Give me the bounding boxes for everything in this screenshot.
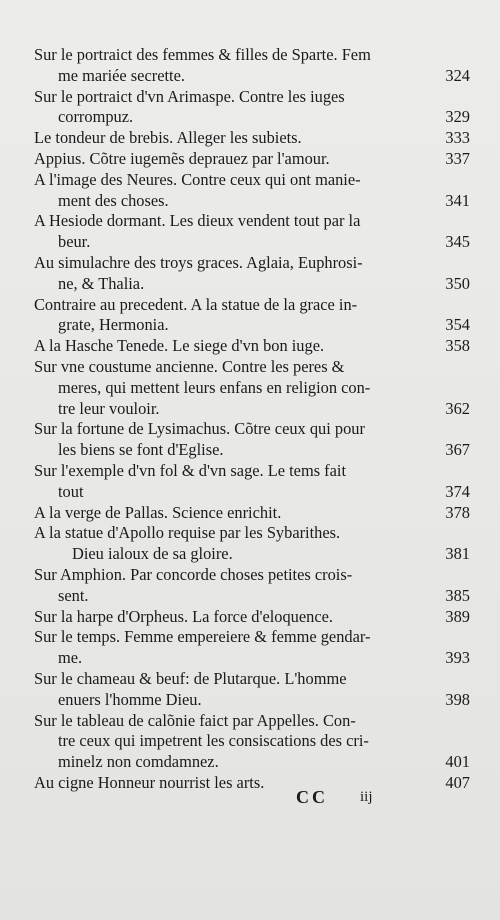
toc-line — [34, 65, 470, 87]
toc-page-number: 337 — [445, 149, 470, 168]
page-footer — [0, 784, 500, 810]
toc-entry-text: tre ceux qui impetrent les consiscations des cri- — [58, 731, 369, 751]
toc-entry-text: Dieu ialoux de sa gloire. — [72, 544, 233, 564]
toc-page-number: 358 — [445, 336, 470, 356]
toc-entry-text: Sur le tableau de calõnie faict par Appelles. Con- — [34, 710, 356, 730]
toc-entry-text: tout — [58, 481, 84, 501]
toc-entry-text: Le tondeur de brebis. Alleger les subiets. — [34, 128, 302, 148]
toc-entry-text: grate, Hermonia. — [58, 315, 169, 335]
toc-page-number: 381 — [445, 544, 470, 564]
toc-entry-text: Sur le temps. Femme empereiere & femme gendar- — [34, 627, 371, 647]
toc-entry-text: ne, & Thalia. — [58, 273, 145, 293]
gathering-mark: iij — [360, 789, 373, 805]
toc-line — [34, 668, 470, 690]
toc-entry-text: enuers l'homme Dieu. — [58, 689, 202, 709]
toc-line — [34, 418, 470, 440]
toc-entry-text: Sur le portraict d'vn Arimaspe. Contre les iuges — [34, 86, 345, 106]
toc-page-number: 345 — [445, 232, 470, 252]
toc-line — [34, 585, 470, 607]
toc-line — [34, 231, 470, 253]
toc-page-number: 398 — [445, 689, 470, 709]
toc-entry-text: A Hesiode dormant. Les dieux vendent tout par la — [34, 211, 361, 231]
toc-line — [34, 44, 470, 66]
toc-page-number: 407 — [445, 773, 470, 792]
toc-line — [34, 190, 470, 212]
toc-entry-text: Sur le portraict des femmes & filles de Sparte. Fem — [34, 45, 371, 64]
toc-entry-text: minelz non comdamnez. — [58, 752, 219, 772]
toc-entry-text: me. — [58, 648, 83, 668]
toc-line — [34, 335, 470, 357]
toc-line — [34, 439, 470, 461]
toc-entry-text: beur. — [58, 232, 91, 252]
toc-entry-text: A l'image des Neures. Contre ceux qui ont manie- — [34, 169, 361, 189]
toc-line — [34, 273, 470, 295]
toc-entry-text: Sur la harpe d'Orpheus. La force d'eloquence. — [34, 606, 333, 626]
toc-line — [34, 377, 470, 399]
toc-page-number: 374 — [445, 481, 470, 501]
toc-entry-text: ment des choses. — [58, 190, 169, 210]
toc-entry-text: Sur l'exemple d'vn fol & d'vn sage. Le tems fait — [34, 461, 347, 480]
toc-line — [34, 294, 470, 316]
toc-page-number: 401 — [445, 752, 470, 772]
toc-page-number: 385 — [445, 585, 470, 605]
toc-entry-text: Au cigne Honneur nourrist les arts. — [34, 773, 265, 792]
toc-entry-text: Sur le chameau & beuf: de Plutarque. L'homme — [34, 669, 347, 688]
toc-line — [34, 127, 470, 149]
toc-line — [34, 710, 470, 732]
toc-line — [34, 252, 470, 274]
toc-entry-text: Appius. Cõtre iugemẽs deprauez par l'amour. — [34, 149, 330, 168]
toc-page-number: 333 — [445, 128, 470, 148]
toc-page-number: 350 — [445, 273, 470, 293]
toc-line — [34, 689, 470, 711]
toc-line — [34, 564, 470, 586]
toc-line — [34, 169, 470, 191]
toc-page-number: 341 — [445, 190, 470, 210]
toc-page-number: 354 — [445, 315, 470, 335]
toc-entry-text: sent. — [58, 585, 89, 605]
toc-line — [34, 460, 470, 482]
toc-line — [34, 647, 470, 669]
toc-entry-text: Sur Amphion. Par concorde choses petites crois- — [34, 565, 353, 584]
toc-entry-text: A la statue d'Apollo requise par les Sybarithes. — [34, 523, 341, 543]
toc-entry-text: tre leur vouloir. — [58, 398, 160, 418]
toc-entry-text: meres, qui mettent leurs enfans en religion con- — [58, 377, 371, 397]
toc-page-number: 367 — [445, 440, 470, 460]
toc-line — [34, 398, 470, 420]
toc-line — [34, 481, 470, 503]
toc-line — [34, 148, 470, 170]
toc-entry-text: corrompuz. — [58, 107, 134, 127]
toc-line — [34, 106, 470, 128]
toc-page-number: 378 — [445, 502, 470, 522]
toc-line — [34, 606, 470, 628]
toc-line — [34, 210, 470, 232]
toc-page-number: 393 — [445, 648, 470, 668]
toc-entry-text: Sur la fortune de Lysimachus. Cõtre ceux qui pour — [34, 419, 365, 439]
toc-line — [34, 751, 470, 773]
toc-entry-text: Au simulachre des troys graces. Aglaia, Euphrosi- — [34, 253, 363, 272]
toc-line — [34, 543, 470, 565]
toc-entry-text: Sur vne coustume ancienne. Contre les peres & — [34, 357, 345, 376]
toc-line — [34, 314, 470, 336]
toc-line — [34, 86, 470, 108]
toc-line — [34, 356, 470, 378]
toc-line — [34, 522, 470, 544]
toc-line — [34, 626, 470, 648]
toc-page-number: 329 — [445, 107, 470, 127]
toc-entry-text: me mariée secrette. — [58, 65, 185, 85]
toc-line — [34, 502, 470, 524]
toc-page-number: 389 — [445, 606, 470, 626]
toc-entry-text: A la verge de Pallas. Science enrichit. — [34, 502, 282, 522]
toc-line — [34, 730, 470, 752]
toc-entry-text: A la Hasche Tenede. Le siege d'vn bon iuge. — [34, 336, 325, 356]
toc-page-number: 324 — [445, 65, 470, 85]
signature-mark: CC — [296, 787, 328, 807]
toc-page-number: 362 — [445, 398, 470, 418]
toc-entry-text: les biens se font d'Eglise. — [58, 440, 224, 460]
toc-entry-text: Contraire au precedent. A la statue de la grace in- — [34, 294, 358, 314]
